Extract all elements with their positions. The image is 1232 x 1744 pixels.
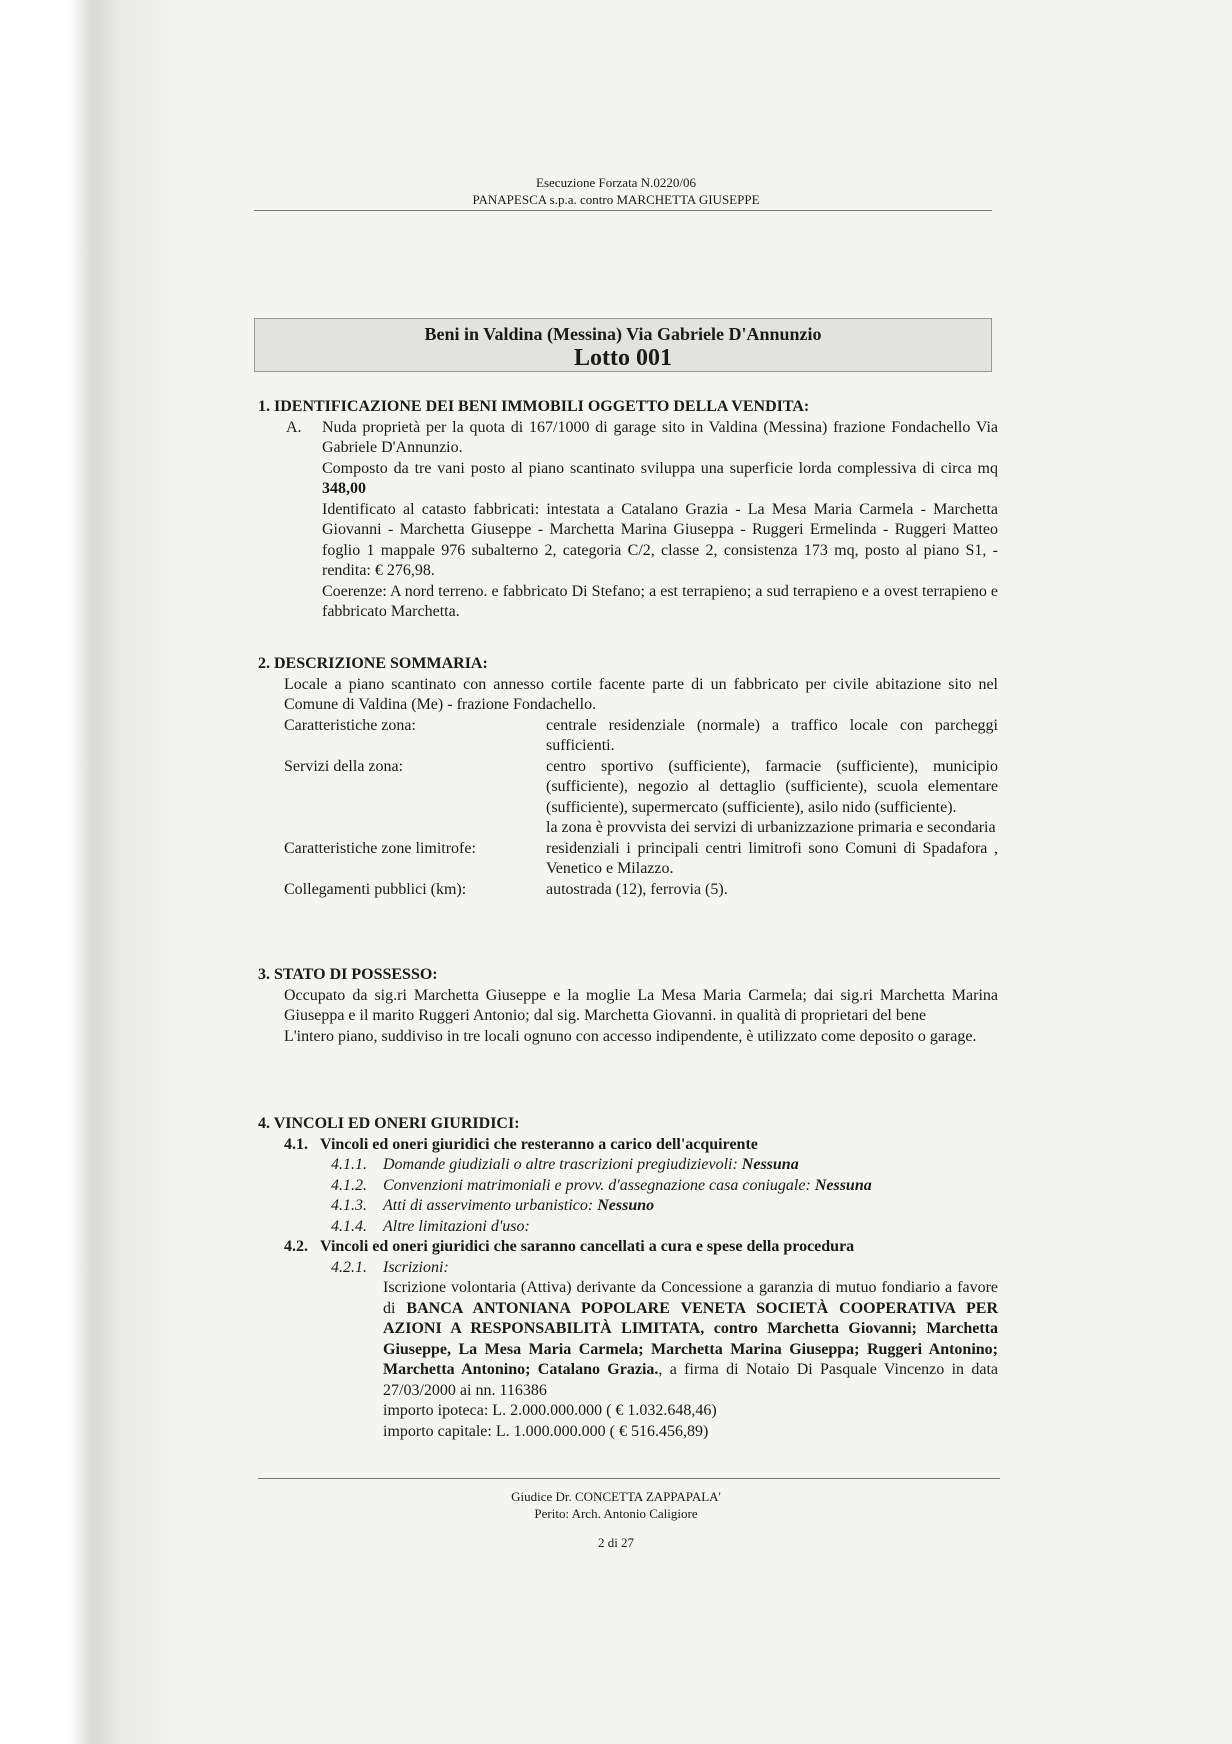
surface-area: 348,00 — [322, 480, 366, 497]
nearby-row-label: Caratteristiche zone limitrofe: — [284, 839, 476, 857]
section-1-heading: 1. IDENTIFICAZIONE DEI BENI IMMOBILI OGGETTO DELLA VENDITA: — [258, 398, 810, 415]
urbanization-row — [284, 818, 998, 839]
section-3-heading: 3. STATO DI POSSESSO: — [258, 966, 438, 983]
possession-occupants: Occupato da sig.ri Marchetta Giuseppe e la moglie La Mesa Maria Carmela; dai sig.ri Marchetta Marina Giuseppa e il marito Ruggeri Antonio; dal sig. Marchetta Giovanni. in qualità di proprietari del bene — [284, 986, 998, 1024]
mortgage-description: Iscrizione volontaria (Attiva) derivante da Concessione a garanzia di mutuo fondiario a favore di BANCA ANTONIANA POPOLARE VENETA SOCIETÀ COOPERATIVA PER AZIONI A RESPONSABILITÀ LIMITATA, contro Marchetta Giovanni; Marchetta Giuseppe, La Mesa Maria Carmela; Marchetta Marina Giuseppa; Ruggeri Antonino; Marchetta Antonino; Catalano Grazia., a firma di Notaio Di Pasquale Vincenzo in data 27/03/2000 ai nn. 116386 — [383, 1279, 998, 1399]
page-number: 2 di 27 — [597, 1535, 635, 1550]
subsection-4-1-title: 4.1. Vincoli ed oneri giuridici che resteranno a carico dell'acquirente — [284, 1135, 758, 1153]
section-2 — [258, 654, 998, 900]
transport-row-label: Collegamenti pubblici (km): — [284, 880, 467, 898]
section-4-heading: 4. VINCOLI ED ONERI GIURIDICI: — [258, 1115, 520, 1132]
item-4-1-3: 4.1.3. Atti di asservimento urbanistico: Nessuno — [331, 1197, 655, 1214]
header-rule — [254, 210, 992, 211]
item-a-description: Nuda proprietà per la quota di 167/1000 di garage sito in Valdina (Messina) frazione Fondachello Via Gabriele D'Annunzio. — [322, 418, 998, 456]
nearby-row — [284, 839, 998, 880]
title-lot: Lotto 001 — [574, 345, 672, 371]
services-row — [284, 757, 998, 819]
capital-amount: importo capitale: L. 1.000.000.000 ( € 516.456,89) — [383, 1422, 709, 1440]
section-1 — [258, 397, 998, 623]
title-box — [254, 318, 992, 372]
mortgage-parties: BANCA ANTONIANA POPOLARE VENETA SOCIETÀ COOPERATIVA PER AZIONI A RESPONSABILITÀ LIMITATA, contro Marchetta Giovanni; Marchetta Giuseppe, La Mesa Maria Carmela; Marchetta Marina Giuseppa; Ruggeri Antonino; Marchetta Antonino; Catalano Grazia. — [383, 1299, 998, 1378]
footer-judge: Giudice Dr. CONCETTA ZAPPAPALA' — [511, 1489, 721, 1504]
item-a-boundaries: Coerenze: A nord terreno. e fabbricato Di Stefano; a est terrapieno; a sud terrapieno e a ovest terrapieno e fabbricato Marchetta. — [322, 582, 998, 620]
item-4-1-2: 4.1.2. Convenzioni matrimoniali e provv. d'assegnazione casa coniugale: Nessuna — [331, 1176, 872, 1194]
section-4 — [258, 1114, 998, 1442]
title-location: Beni in Valdina (Messina) Via Gabriele D'Annunzio — [424, 324, 822, 344]
item-4-1-4: 4.1.4. Altre limitazioni d'uso: — [331, 1217, 530, 1235]
section-3 — [258, 965, 998, 1047]
services-row-label: Servizi della zona: — [284, 757, 404, 775]
item-a-cadastre: Identificato al catasto fabbricati: intestata a Catalano Grazia - La Mesa Maria Carmela - Marchetta Giovanni - Marchetta Giuseppe - Marchetta Marina Giuseppa - Ruggeri Ermelinda - Ruggeri Matteo foglio 1 mappale 976 subalterno 2, categoria C/2, classe 2, consistenza 173 mq, posto al piano S1, - rendita: € 276,98. — [322, 500, 998, 579]
section-2-body — [258, 675, 998, 901]
item-4-2-1: 4.2.1. Iscrizioni: — [331, 1258, 449, 1276]
subsection-4-2-title: 4.2. Vincoli ed oneri giuridici che saranno cancellati a cura e spese della procedura — [284, 1238, 855, 1255]
services-row-value: centro sportivo (sufficiente), farmacie (sufficiente), municipio (sufficiente), negozio al dettaglio (sufficiente), scuola elementare (sufficiente), supermercato (sufficiente), asilo nido (sufficiente). — [546, 757, 998, 816]
mortgage-amount: importo ipoteca: L. 2.000.000.000 ( € 1.032.648,46) — [383, 1402, 717, 1419]
transport-row — [284, 880, 998, 901]
footer-expert: Perito: Arch. Antonio Caligiore — [534, 1506, 698, 1521]
section-1-item-a — [258, 418, 998, 623]
header-parties: PANAPESCA s.p.a. contro MARCHETTA GIUSEPPE — [472, 192, 760, 207]
zone-row-value: centrale residenziale (normale) a traffico locale con parcheggi sufficienti. — [546, 716, 998, 754]
transport-row-value: autostrada (12), ferrovia (5). — [546, 880, 728, 898]
urbanization-row-value: la zona è provvista dei servizi di urbanizzazione primaria e secondaria — [546, 819, 996, 836]
item-a-composition: Composto da tre vani posto al piano scantinato sviluppa una superficie lorda complessiva di circa mq 348,00 — [322, 459, 998, 497]
section-2-heading: 2. DESCRIZIONE SOMMARIA: — [258, 655, 488, 672]
mortgage-block — [284, 1278, 998, 1442]
item-letter: A. — [286, 418, 302, 436]
section-3-body — [258, 986, 998, 1048]
section-2-intro: Locale a piano scantinato con annesso cortile facente parte di un fabbricato per civile abitazione sito nel Comune di Valdina (Me) - frazione Fondachello. — [284, 675, 998, 713]
item-4-1-1: 4.1.1. Domande giudiziali o altre trascrizioni pregiudizievoli: Nessuna — [331, 1156, 799, 1173]
zone-row-label: Caratteristiche zona: — [284, 716, 416, 734]
possession-usage: L'intero piano, suddiviso in tre locali ognuno con accesso indipendente, è utilizzato come deposito o garage. — [284, 1027, 977, 1045]
section-4-body — [258, 1135, 998, 1443]
zone-row — [284, 716, 998, 757]
footer-rule — [258, 1478, 1000, 1479]
nearby-row-value: residenziali i principali centri limitrofi sono Comuni di Spadafora , Venetico e Milazzo. — [546, 839, 998, 877]
header-case-number: Esecuzione Forzata N.0220/06 — [536, 175, 696, 190]
